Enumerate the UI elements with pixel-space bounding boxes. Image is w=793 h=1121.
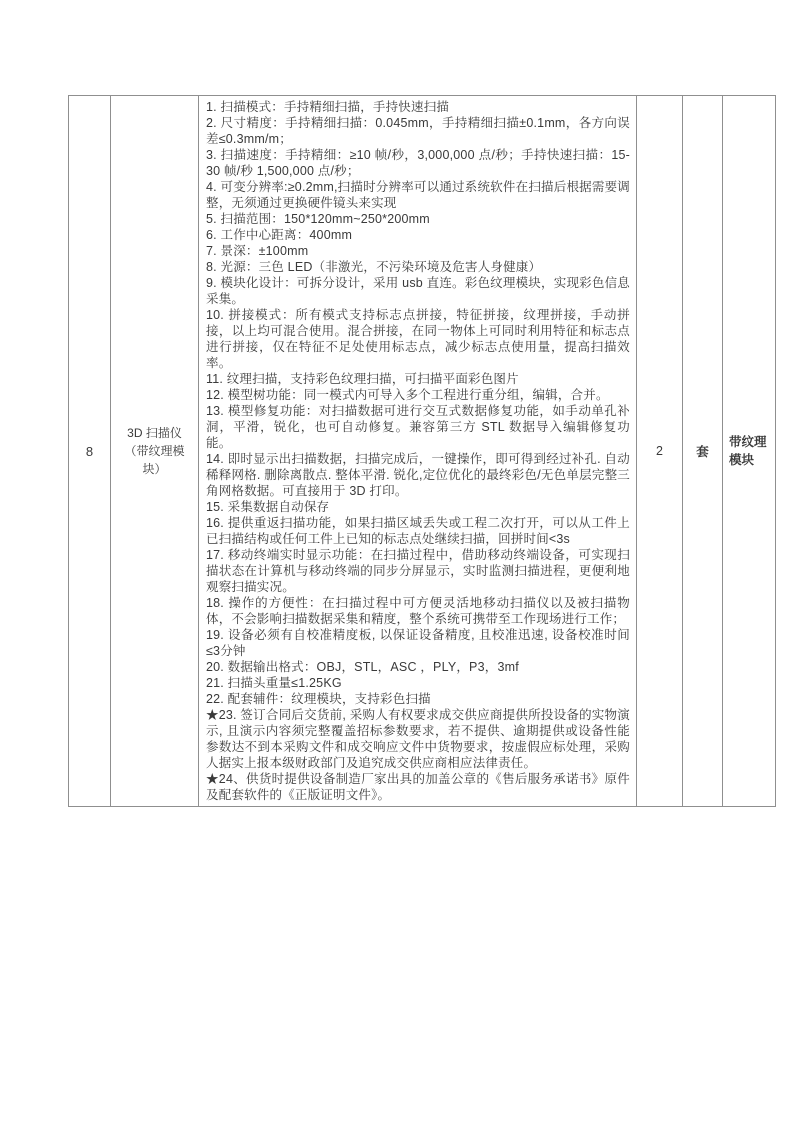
- spec-line: 8. 光源：三色 LED（非激光，不污染环境及危害人身健康）: [206, 260, 542, 274]
- spec-line: 22. 配套辅件：纹理模块，支持彩色扫描: [206, 692, 431, 706]
- equipment-spec-table: [68, 95, 776, 807]
- remark-cell: [723, 96, 776, 807]
- spec-line: 11. 纹理扫描，支持彩色纹理扫描，可扫描平面彩色图片: [206, 372, 519, 386]
- spec-line: 18. 操作的方便性：在扫描过程中可方便灵活地移动扫描仪以及被扫描物体，不会影响扫描数据采集和精度，整个系统可携带至工作现场进行工作；: [206, 596, 630, 626]
- spec-line: ★23. 签订合同后交货前, 采购人有权要求成交供应商提供所投设备的实物演示, 且演示内容须完整覆盖招标参数要求，若不提供、逾期提供或设备性能参数达不到本采购文件和成交响应文件中货物要求，按虚假应标处理，采购人据实上报本级财政部门及追究成交供应商相应法律责任。: [206, 708, 630, 770]
- spec-line: 1. 扫描模式：手持精细扫描，手持快速扫描: [206, 100, 450, 114]
- spec-line: 14. 即时显示出扫描数据，扫描完成后，一键操作，即可得到经过补孔. 自动稀释网格. 删除离散点. 整体平滑. 锐化,定位优化的最终彩色/无色单层完整三角网格数据。可直接用于 3D 打印。: [206, 452, 630, 498]
- spec-line: 20. 数据输出格式：OBJ，STL，ASC ，PLY，P3，3mf: [206, 660, 519, 674]
- quantity-cell: 2: [637, 96, 683, 807]
- spec-list: [206, 99, 630, 803]
- remark-text: 带纹理模块: [729, 435, 767, 467]
- spec-line: 3. 扫描速度：手持精细：≥10 帧/秒，3,000,000 点/秒；手持快速扫描：15-30 帧/秒 1,500,000 点/秒；: [206, 148, 630, 178]
- spec-line: 12. 模型树功能：同一模式内可导入多个工程进行重分组，编辑，合并。: [206, 388, 609, 402]
- spec-line: 13. 模型修复功能：对扫描数据可进行交互式数据修复功能，如手动单孔补洞，平滑，锐化，也可自动修复。兼容第三方 STL 数据导入编辑修复功能。: [206, 404, 630, 450]
- spec-line: 7. 景深：±100mm: [206, 244, 309, 258]
- spec-line: 10. 拼接模式：所有模式支持标志点拼接，特征拼接，纹理拼接，手动拼接，以上均可混合使用。混合拼接，在同一物体上可同时利用特征和标志点进行拼接，仅在特征不足处使用标志点，减少标志点使用量，提高扫描效率。: [206, 308, 630, 370]
- spec-line: 6. 工作中心距离：400mm: [206, 228, 353, 242]
- item-number-cell: 8: [69, 96, 111, 807]
- table-row: [69, 96, 776, 807]
- spec-line: 2. 尺寸精度：手持精细扫描：0.045mm，手持精细扫描±0.1mm，各方向误差≤0.3mm/m；: [206, 116, 630, 146]
- spec-line: 19. 设备必须有自校准精度板, 以保证设备精度, 且校准迅速, 设备校准时间≤3分钟: [206, 628, 630, 658]
- spec-line: ★24、供货时提供设备制造厂家出具的加盖公章的《售后服务承诺书》原件及配套软件的《正版证明文件》。: [206, 772, 630, 802]
- spec-line: 9. 模块化设计：可拆分设计，采用 usb 直连。彩色纹理模块，实现彩色信息采集。: [206, 276, 630, 306]
- spec-line: 5. 扫描范围：150*120mm~250*200mm: [206, 212, 430, 226]
- item-name-cell: 3D 扫描仪（带纹理模块）: [111, 96, 199, 807]
- unit-cell: 套: [683, 96, 723, 807]
- spec-line: 15. 采集数据自动保存: [206, 500, 330, 514]
- item-spec-cell: [199, 96, 637, 807]
- spec-line: 16. 提供重返扫描功能，如果扫描区域丢失或工程二次打开，可以从工件上已扫描结构或任何工件上已知的标志点处继续扫描，回拼时间<3s: [206, 516, 630, 546]
- spec-line: 17. 移动终端实时显示功能：在扫描过程中，借助移动终端设备，可实现扫描状态在计算机与移动终端的同步分屏显示，实时监测扫描进程，更便利地观察扫描实况。: [206, 548, 630, 594]
- spec-line: 21. 扫描头重量≤1.25KG: [206, 676, 342, 690]
- spec-line: 4. 可变分辨率:≥0.2mm,扫描时分辨率可以通过系统软件在扫描后根据需要调整，无须通过更换硬件镜头来实现: [206, 180, 630, 210]
